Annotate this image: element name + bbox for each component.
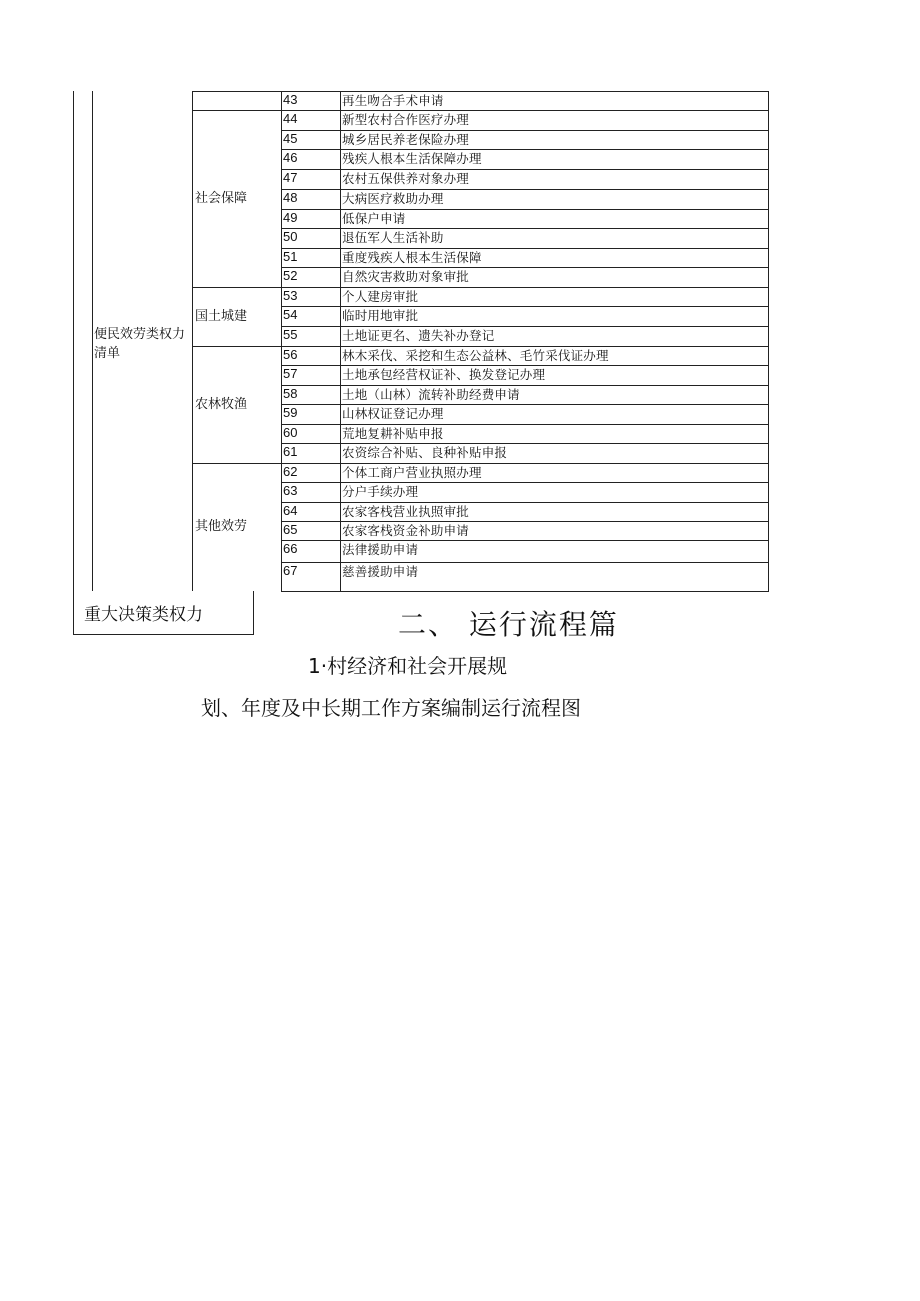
row-service-name: 土地承包经营权证补、换发登记办理 [342,367,546,382]
number-column-border [281,91,282,591]
category-label: 便民效劳类权力清单 [94,327,186,361]
row-service-name: 慈善援助申请 [342,564,419,579]
outer-left-border [73,91,74,634]
row-number: 59 [283,405,298,420]
row-number: 56 [283,347,298,362]
row-service-name: 土地证更名、遗失补办登记 [342,328,495,343]
row-divider [281,149,769,150]
row-divider [281,540,769,541]
row-number: 57 [283,366,298,381]
row-service-name: 重度残疾人根本生活保障 [342,250,482,265]
row-number: 48 [283,190,298,205]
row-number: 64 [283,503,298,518]
group-divider [192,463,769,464]
row-divider [281,521,769,522]
row-service-name: 土地（山林）流转补助经费申请 [342,387,520,402]
name-column-border [340,91,341,591]
row-divider [281,365,769,366]
group-divider [192,346,769,347]
subcategory-label: 其他效劳 [195,519,248,534]
row-divider [281,209,769,210]
row-number: 49 [283,210,298,225]
row-number: 58 [283,386,298,401]
row-number: 60 [283,425,298,440]
row-number: 44 [283,111,298,126]
row-number: 50 [283,229,298,244]
row-service-name: 个人建房审批 [342,289,419,304]
row-service-name: 荒地复耕补贴申报 [342,426,444,441]
row-number: 63 [283,483,298,498]
table-top-border [192,91,769,92]
row-divider [281,248,769,249]
row-number: 61 [283,444,298,459]
table-bottom-border [281,591,769,592]
row-divider [281,130,769,131]
row-number: 66 [283,541,298,556]
row-divider [281,326,769,327]
row-number: 67 [283,563,298,578]
row-divider [281,228,769,229]
table-right-border [768,91,769,591]
row-number: 45 [283,131,298,146]
subcategory-column-border [192,91,193,591]
row-service-name: 山林权证登记办理 [342,406,444,421]
row-service-name: 农家客栈营业执照审批 [342,504,470,519]
row-service-name: 再生吻合手术申请 [342,93,444,108]
row-service-name: 城乡居民养老保险办理 [342,132,470,147]
row-number: 47 [283,170,298,185]
category-column-border [92,91,93,591]
row-number: 51 [283,249,298,264]
row-divider [281,443,769,444]
row-divider [281,189,769,190]
row-service-name: 农村五保供养对象办理 [342,171,470,186]
row-number: 62 [283,464,298,479]
row-divider [281,482,769,483]
row-service-name: 新型农村合作医疗办理 [342,112,470,127]
row-service-name: 退伍军人生活补助 [342,230,444,245]
subcategory-label: 国土城建 [195,308,248,324]
row-divider [281,424,769,425]
row-service-name: 大病医疗救助办理 [342,191,444,206]
subcategory-label: 农林牧渔 [195,396,248,412]
section-title: 二、 运行流程篇 [398,608,619,641]
row-service-name: 临时用地审批 [342,308,419,323]
row-number: 54 [283,307,298,322]
row-service-name: 农资综合补贴、良种补贴申报 [342,445,508,460]
row-divider [281,562,769,563]
row-service-name: 分户手续办理 [342,484,419,499]
row-service-name: 法律援助申请 [342,542,419,557]
group-divider [192,287,769,288]
row-divider [281,502,769,503]
row-service-name: 个体工商户营业执照办理 [342,465,482,480]
row-divider [281,385,769,386]
row-number: 55 [283,327,298,342]
row-service-name: 林木采伐、采挖和生态公益林、毛竹采伐证办理 [342,348,609,363]
flow-title-line-2: 划、年度及中长期工作方案编制运行流程图 [201,696,581,720]
row-divider [281,404,769,405]
row-number: 53 [283,288,298,303]
subcategory-label: 社会保障 [195,190,248,206]
flow-title-line-1: 1·村经济和社会开展规 [308,654,508,678]
row-service-name: 残疾人根本生活保障办理 [342,151,482,166]
row-divider [281,306,769,307]
row-number: 43 [283,92,298,107]
row-number: 52 [283,268,298,283]
row-service-name: 低保户申请 [342,211,406,226]
row-divider [281,169,769,170]
row-number: 65 [283,522,298,537]
row-service-name: 农家客栈资金补助申请 [342,523,470,538]
row-service-name: 自然灾害救助对象审批 [342,269,470,284]
row-number: 46 [283,150,298,165]
group-divider [192,110,769,111]
major-decision-label: 重大决策类权力 [84,605,203,625]
row-divider [281,267,769,268]
